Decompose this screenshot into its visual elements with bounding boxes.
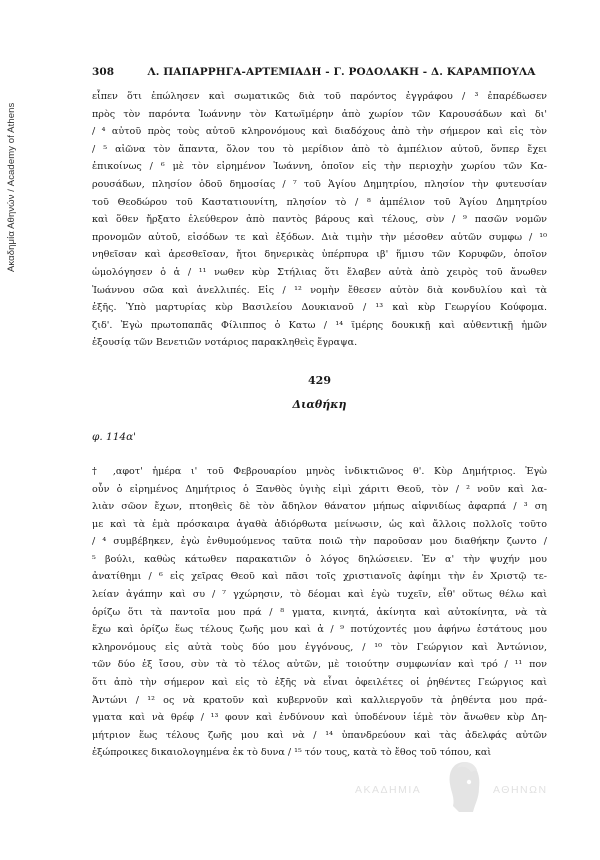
archive-side-label: Ακαδημία Αθηνών / Academy of Athens <box>6 102 17 272</box>
text-line: καὶ ὅθεν ἤρξατο ἐλεύθερον ἀπὸ παντὸς βάρους καὶ τέλους, σὺν / ⁹ πασῶν νομῶν <box>92 214 547 226</box>
text-line: / ⁴ συμβέβηκεν, ἐγὼ ἐνθυμούμενος ταῦτα ποιῶ τὴν παροῦσαν μου διαθήκην ζωντο / <box>92 536 547 548</box>
text-line: κληρονόμους εἰς αὐτὰ τοὺς δύο μου ἐγγόνους, / ¹⁰ τὸν Γεώργιον καὶ Ἀντώνιον, <box>92 641 547 653</box>
text-line: ⁵ βούλι, καθὼς κάτωθεν παρακατιῶν ὁ λόγος δηλώσειεν. Ἐν α' τὴν ψυχήν μου <box>92 553 547 565</box>
running-head-authors: Λ. ΠΑΠΑΡΡΗΓΑ-ΑΡΤΕΜΙΑΔΗ - Γ. ΡΟΔΟΛΑΚΗ - Δ. ΚΑΡΑΜΠΟΥΛΑ <box>147 66 536 78</box>
text-line: / ⁵ αἰῶνα τὸν ἅπαντα, ὅλον του τὸ μερίδιον ἀπὸ τὸ ἀμπέλιον αὐτοῦ, ὅνπερ ἔχει <box>92 143 547 155</box>
athena-head-emblem-icon <box>443 758 487 816</box>
text-line: ἐπικοίνως / ⁶ μὲ τὸν εἰρημένον Ἰωάννη, ὁποῖον εἰς τὴν περιοχὴν χωρίου τῶν Κα- <box>92 161 547 173</box>
text-line: λιὰν σῶον ἔχων, πτοηθεὶς δὲ τὸν ἄδηλον θάνατον μήπως αἰφνιδίως ἀφαρπά / ³ ση <box>92 501 547 513</box>
text-line: ἐξώπροικες δικαιολογημένα ἐκ τὸ δυνα / ¹⁵ τόν τους, κατὰ τὸ ἔθος τοῦ τόπου, καὶ <box>92 747 492 759</box>
document-number: 429 <box>308 373 331 387</box>
text-line: ὡμολόγησεν ὁ ἀ / ¹¹ νωθεν κὺρ Στήλιας ὅτι ἔλαβεν αὐτὰ ἀπὸ χειρὸς τοῦ ἄνωθεν <box>92 266 547 278</box>
text-line: † ,αφοτ' ἡμέρα ι' τοῦ Φεβρουαρίου μηνὸς ἰνδικτιῶνος θ'. Κὺρ Δημήτριος. Ἐγὼ <box>92 465 547 477</box>
text-line: ζιδ'. Ἐγὼ πρωτοπαπᾶς Φίλιππος ὁ Κατω / ¹⁴ ϊμέρης δουκικῇ καὶ αὐθεντικῇ ἡμῶν <box>92 319 547 331</box>
text-line: γματα καὶ νὰ θρέφ / ¹³ φουν καὶ ἐνδύνουν καὶ ὑποδένουν ἰέμὲ τὸν ἄνωθεν κὺρ Δη- <box>92 712 547 724</box>
text-line: τοῦ Θεοδώρου τοῦ Καστατιουνίτη, πλησίον τὸ / ⁸ ἀμπέλιον τοῦ Ἁγίου Δημητρίου <box>92 196 547 208</box>
text-line: ρουσάδων, πλησίον ὁδοῦ δημοσίας / ⁷ τοῦ Ἁγίου Δημητρίου, πλησίον τὴν φυτευσίαν <box>92 178 547 190</box>
academy-watermark <box>355 758 575 818</box>
text-line: Ἰωάννου σῶα καὶ ἀνελλιπές. Εἰς / ¹² νομὴν ἔθεσεν αὐτὸν διὰ κονδυλίου καὶ τὰ <box>92 284 547 296</box>
text-line: / ⁴ αὐτοῦ πρὸς τοὺς αὐτοῦ κληρονόμους καὶ διαδόχους ἀπὸ τὴν σήμερον καὶ εἰς τὸν <box>92 126 547 138</box>
running-head <box>92 64 547 80</box>
text-line: εἶπεν ὅτι ἐπώλησεν καὶ σωματικῶς διὰ τοῦ παρόντος ἐγγράφου / ³ ἐπαρέδωσεν <box>92 91 547 102</box>
watermark-text-right: ΑΘΗΝΩΝ <box>493 784 548 796</box>
text-line: νηθεῖσαν καὶ ἀρεσθεῖσαν, ἤτοι δηνερικὰς ὑπέρπυρα ιβ' ἥμισυ τῶν Κορυφῶν, ὁποῖον <box>92 249 547 261</box>
text-line: ἔχω καὶ ὁρίζω ἕως τέλους ζωῆς μου καὶ ἀ / ⁹ ποτύχοντές μου ἀφήνω ἐστάτους μου <box>92 624 547 636</box>
text-line: λείαν ἀγάπην καὶ συ / ⁷ γχώρησιν, τὸ δέομαι καὶ ἐγὼ τυχεῖν, εἶθ' οὕτως θέλω καὶ <box>92 589 547 601</box>
text-line: προνομῶν αὐτοῦ, εἰσόδων τε καὶ ἐξόδων. Διὰ τιμὴν τὴν μέσοθεν αὐτῶν συμφω / ¹⁰ <box>92 231 547 243</box>
folio-reference: φ. 114α' <box>92 430 137 443</box>
text-line: οὖν ὁ εἰρημένος Δημήτριος ὁ Ξανθὸς ὑγιὴς εἰμὶ χάριτι Θεοῦ, τὸν / ² νοῦν καὶ λα- <box>92 483 547 495</box>
page-content <box>92 64 547 762</box>
document-429-text <box>92 463 547 762</box>
text-line: ὅτι ἀπὸ τὴν σήμερον καὶ εἰς τὸ ἑξῆς νὰ εἶναι ὀφειλέτες οἱ ῥηθέντες Γεώργιος καὶ <box>92 677 547 689</box>
text-line: ἑξῆς. Ὑπὸ μαρτυρίας κὺρ Βασιλείου Δουκιανοῦ / ¹³ καὶ κὺρ Γεωργίου Κούφομα. <box>92 302 547 314</box>
text-line: τῶν δύο ἐξ ἴσου, σὺν τὰ τὸ τέλος αὐτῶν, μὲ τοιούτην συμφωνίαν καὶ τρό / ¹¹ πον <box>92 659 547 671</box>
text-line: ἐξουσίᾳ τῶν Βενετιῶν νοτάριος παρακληθεὶς ἔγραψα. <box>92 337 358 349</box>
text-line: πρὸς τὸν παρόντα Ἰωάννην τὸν Κατωϊμέρην ἀπὸ χωρίον τῶν Καρουσάδων καὶ δι' <box>92 108 547 120</box>
text-line: μήτριον ἕως τέλους ζωῆς μου καὶ νὰ / ¹⁴ ὑπανδρεύουν καὶ τὰς ἀδελφάς αὐτῶν <box>92 729 547 741</box>
text-line: ἀνατίθημι / ⁶ εἰς χεῖρας Θεοῦ καὶ πᾶσι τοῖς χριστιανοῖς ἀφίημι τὴν ἐν Χριστῷ τε- <box>92 571 547 583</box>
document-428-text <box>92 88 547 352</box>
text-line: Ἀντώνι / ¹² ος νὰ κρατοῦν καὶ κυβερνοῦν καὶ καλλιεργοῦν τὰ ῥηθέντα μου πρά- <box>92 694 547 706</box>
document-title: Διαθήκη <box>292 397 347 411</box>
text-line: ὁρίζω ὅτι τὰ παντοῖα μου πρά / ⁸ γματα, κινητά, ἀκίνητα καὶ αὐτοκίνητα, νὰ τὰ <box>92 606 547 618</box>
page-number: 308 <box>92 66 115 78</box>
watermark-text-left: ΑΚΑΔΗΜΙΑ <box>355 784 422 796</box>
text-line: με καὶ τὰ ἐμὰ πρόσκαιρα ἀγαθὰ ἀδιόρθωτα μείνωσιν, ὡς καὶ ἄλλοις πολλοῖς τοῦτο <box>92 518 547 530</box>
